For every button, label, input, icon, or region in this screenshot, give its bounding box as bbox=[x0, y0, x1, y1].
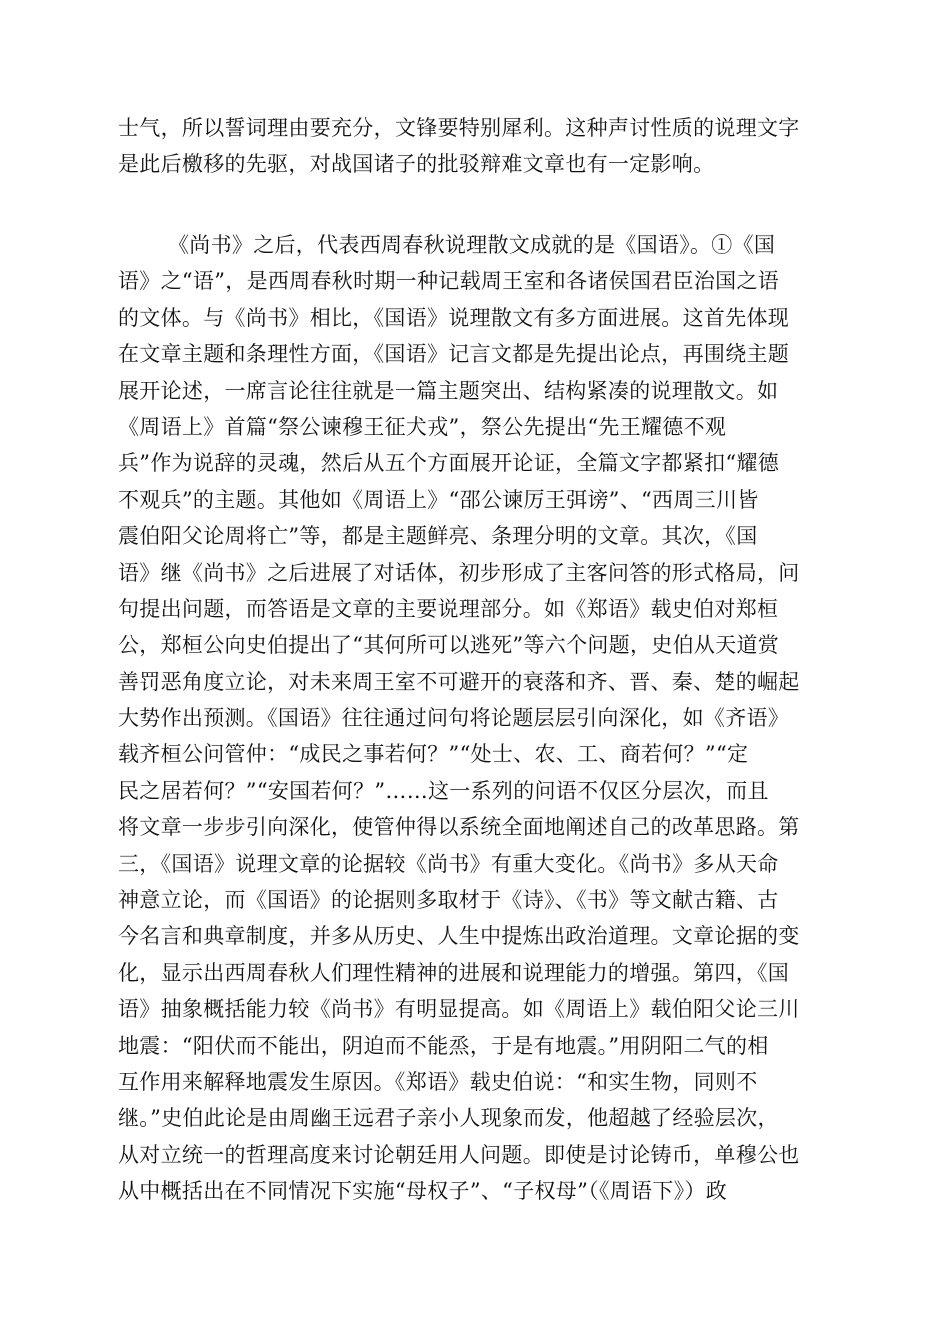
text-line: 从中概括出在不同情况下实施“母权子”、“子权母”（《周语下》）政 bbox=[118, 1179, 728, 1204]
text-line: 兵”作为说辞的灵魂，然后从五个方面展开论证，全篇文字都紧扣“耀德 bbox=[118, 451, 780, 476]
text-line: 在文章主题和条理性方面，《国语》记言文都是先提出论点，再围绕主题 bbox=[118, 342, 790, 367]
text-line: 士气，所以誓词理由要充分，文锋要特别犀利。这种声讨性质的说理文字 bbox=[118, 116, 800, 140]
text-line: 语》抽象概括能力较《尚书》有明显提高。如《周语上》载伯阳父论三川 bbox=[118, 997, 800, 1022]
text-line: 神意立论，而《国语》的论据则多取材于《诗》、《书》等文献古籍、古 bbox=[118, 888, 779, 913]
text-line: 不观兵”的主题。其他如《周语上》“邵公谏厉王弭谤”、“西周三川皆 bbox=[118, 487, 759, 512]
text-line: 从对立统一的哲理高度来讨论朝廷用人问题。即使是讨论铸币，单穆公也 bbox=[118, 1142, 800, 1167]
text-line: 民之居若何？”“安国若何？”……这一系列的问语不仅区分层次，而且 bbox=[118, 778, 769, 803]
text-line: 展开论述，一席言论往往就是一篇主题突出、结构紧凑的说理散文。如 bbox=[118, 378, 779, 403]
text-line: 是此后檄移的先驱，对战国诸子的批驳辩难文章也有一定影响。 bbox=[118, 152, 715, 177]
paragraph-2 bbox=[118, 227, 838, 1210]
text-line: 善罚恶角度立论，对未来周王室不可避开的衰落和齐、晋、秦、楚的崛起 bbox=[118, 669, 800, 694]
text-line: 语》继《尚书》之后进展了对话体，初步形成了主客问答的形式格局，问 bbox=[118, 560, 800, 585]
text-line: 互作用来解释地震发生原因。《郑语》载史伯说：“和实生物，同则不 bbox=[118, 1069, 758, 1094]
text-line: 载齐桓公问管仲：“成民之事若何？”“处士、农、工、商若何？”“定 bbox=[118, 742, 749, 767]
text-line: 语》之“语”，是西周春秋时期一种记载周王室和各诸侯国君臣治国之语 bbox=[118, 269, 780, 294]
text-line: 公，郑桓公向史伯提出了“其何所可以逃死”等六个问题，史伯从天道赏 bbox=[118, 633, 780, 658]
text-line: 震伯阳父论周将亡”等，都是主题鲜亮、条理分明的文章。其次，《国 bbox=[118, 524, 758, 549]
text-line: 三，《国语》说理文章的论据较《尚书》有重大变化。《尚书》多从天命 bbox=[118, 851, 779, 876]
text-line: 《周语上》首篇“祭公谏穆王征犬戎”，祭公先提出“先王耀德不观 bbox=[118, 414, 727, 439]
text-line: 将文章一步步引向深化，使管仲得以系统全面地阐述自己的改革思路。第 bbox=[118, 815, 800, 840]
text-line: 句提出问题，而答语是文章的主要说理部分。如《郑语》载史伯对郑桓 bbox=[118, 596, 779, 621]
text-line: 《尚书》之后，代表西周春秋说理散文成就的是《国语》。①《国 bbox=[168, 233, 776, 257]
text-line: 今名言和典章制度，并多从历史、人生中提炼出政治道理。文章论据的变 bbox=[118, 924, 800, 949]
text-line: 地震：“阳伏而不能出，阴迫而不能烝，于是有地震。”用阴阳二气的相 bbox=[118, 1033, 769, 1058]
text-line: 大势作出预测。《国语》往往通过问句将论题层层引向深化，如《齐语》 bbox=[118, 706, 790, 731]
text-line: 的文体。与《尚书》相比，《国语》说理散文有多方面进展。这首先体现 bbox=[118, 305, 790, 330]
text-line: 化，显示出西周春秋人们理性精神的进展和说理能力的增强。第四，《国 bbox=[118, 960, 790, 985]
text-line: 继。”史伯此论是由周幽王远君子亲小人现象而发，他超越了经验层次， bbox=[118, 1106, 779, 1131]
paragraph-1 bbox=[118, 110, 838, 183]
